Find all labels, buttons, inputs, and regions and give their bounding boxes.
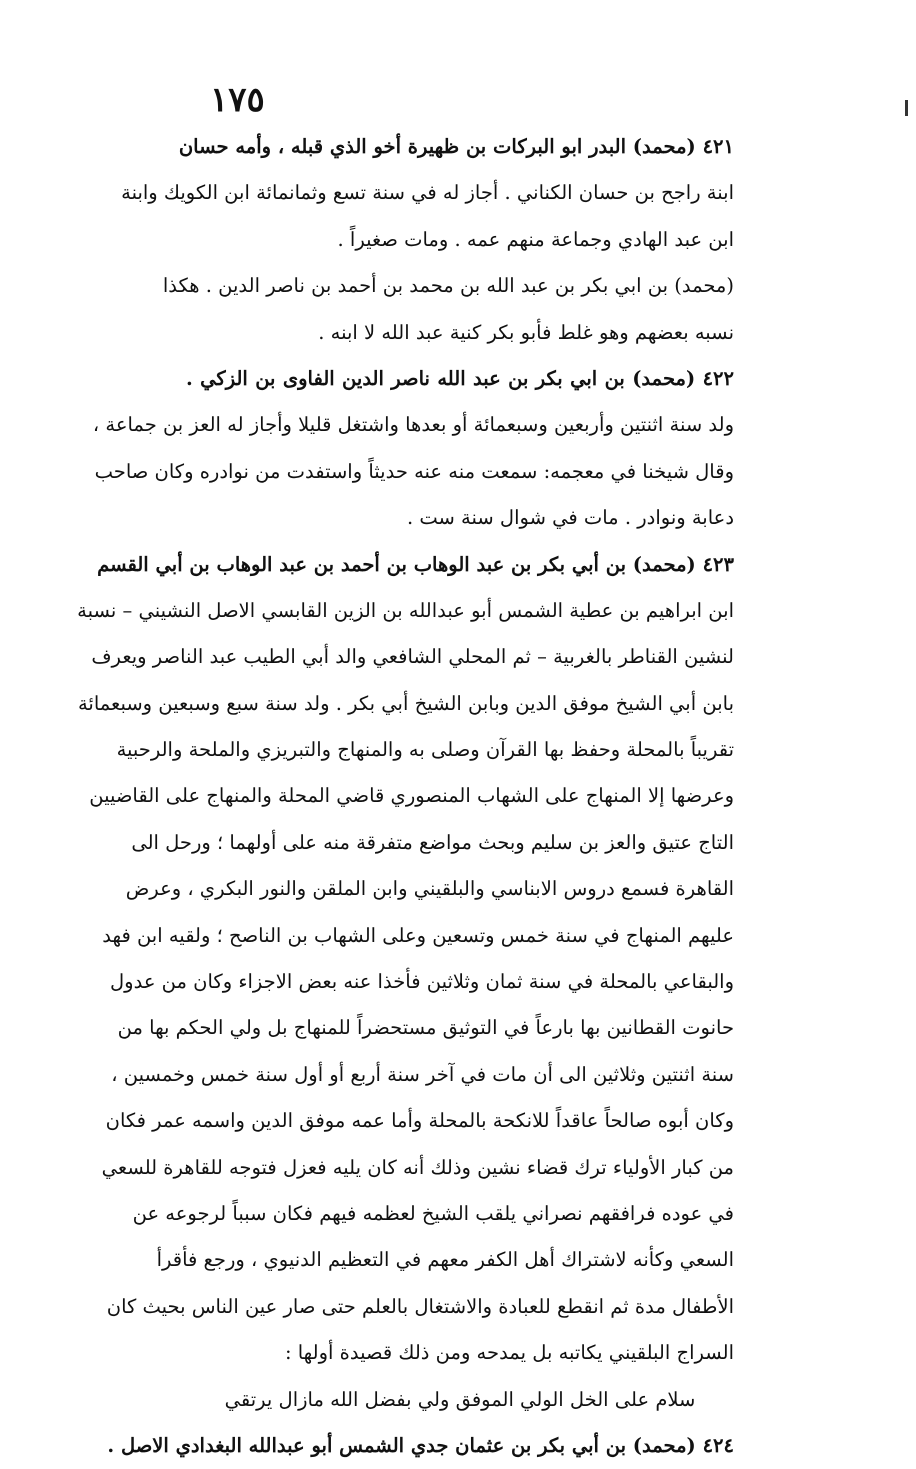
entry-423-line-16: السعي وكأنه لاشتراك أهل الكفر معهم في التعظيم الدنيوي ، ورجع فأقرأ: [156, 1248, 734, 1272]
entry-423-line-18: السراج البلقيني يكاتبه بل يمدحه ومن ذلك قصيدة أولها :: [284, 1341, 734, 1365]
entry-423-line-15: في عوده فرافقهم نصراني يلقب الشيخ لعظمه فيهم فكان سبباً لرجوعه عن: [132, 1201, 734, 1225]
entry-423-line-3: لنشين القناطر بالغربية – ثم المحلي الشافعي والد أبي الطيب عبد الناصر ويعرف: [91, 645, 734, 669]
entry-421-line-3: ابن عبد الهادي وجماعة منهم عمه . ومات صغيراً .: [337, 227, 734, 251]
entry-423-line-12: سنة اثنتين وثلاثين الى أن مات في آخر سنة أربع أو أول سنة خمس وخمسين ،: [111, 1062, 734, 1086]
entry-423-line-4: بابن أبي الشيخ موفق الدين وبابن الشيخ أبي بكر . ولد سنة سبع وسبعين وسبعمائة: [77, 691, 734, 715]
entry-423-line-8: القاهرة فسمع دروس الابناسي والبلقيني وابن الملقن والنور البكري ، وعرض: [125, 877, 734, 901]
entry-424-line-1: ٤٢٤ (محمد) بن أبي بكر بن عثمان جدي الشمس أبو عبدالله البغدادي الاصل .: [107, 1433, 734, 1457]
entry-423-line-5: تقريباً بالمحلة وحفظ بها القرآن وصلى به والمنهاج والتبريزي والملحة والرحبية: [116, 738, 734, 762]
entry-422-line-2: ولد سنة اثنتين وأربعين وسبعمائة أو بعدها واشتغل قليلا وأجاز له العز بن جماعة ،: [92, 413, 734, 437]
entry-423-line-2: ابن ابراهيم بن عطية الشمس أبو عبدالله بن الزين القابسي الاصل النشيني – نسبة: [77, 598, 734, 622]
entry-423-line-9: عليهم المنهاج في سنة خمس وتسعين وعلى الشهاب بن الناصح ؛ ولقيه ابن فهد: [102, 923, 734, 947]
page-number: ١٧٥: [210, 80, 265, 120]
entry-422-line-3: وقال شيخنا في معجمه: سمعت منه عنه حديثاً واستفدت من نوادره وكان صاحب: [94, 459, 734, 483]
entry-421-line-1: ٤٢١ (محمد) البدر ابو البركات بن ظهيرة أخو الذي قبله ، وأمه حسان: [178, 135, 734, 158]
entry-423-line-1: ٤٢٣ (محمد) بن أبي بكر بن عبد الوهاب بن أحمد بن عبد الوهاب بن أبي القسم: [97, 552, 734, 576]
entry-423-line-13: وكان أبوه صالحاً عاقداً للانكحة بالمحلة وأما عمه موفق الدين واسمه عمر فكان: [105, 1109, 734, 1133]
page-body-text: [77, 124, 734, 1469]
margin-mark: [905, 100, 908, 116]
entry-421-line-2: ابنة راجح بن حسان الكناني . أجاز له في سنة تسع وثمانمائة ابن الكويك وابنة: [121, 181, 734, 205]
entry-423-line-7: التاج عتيق والعز بن سليم وبحث مواضع متفرقة منه على أولهما ؛ ورحل الى: [131, 830, 734, 854]
entry-423-line-17: الأطفال مدة ثم انقطع للعبادة والاشتغال بالعلم حتى صار عين الناس بحيث كان: [106, 1294, 734, 1318]
entry-423-line-14: من كبار الأولياء ترك قضاء نشين وذلك أنه كان يليه فعزل فتوجه للقاهرة للسعي: [101, 1155, 734, 1179]
note-line-2: نسبه بعضهم وهو غلط فأبو بكر كنية عبد الله لا ابنه .: [318, 320, 734, 344]
entry-422-line-4: دعابة ونوادر . مات في شوال سنة ست .: [406, 506, 734, 530]
entry-423-line-11: حانوت القطانين بها بارعاً في التوثيق مستحضراً للمنهاج بل ولي الحكم بها من: [117, 1016, 734, 1040]
entry-423-line-6: وعرضها إلا المنهاج على الشهاب المنصوري قاضي المحلة والمنهاج على القاضيين: [89, 784, 734, 808]
entry-422-line-1: ٤٢٢ (محمد) بن ابي بكر بن عبد الله ناصر الدين الفاوى بن الزكي .: [186, 366, 734, 390]
verse-line: سلام على الخل الولي الموفق ولي بفضل الله مازال يرتقي: [224, 1387, 696, 1411]
entry-423-line-10: والبقاعي بالمحلة في سنة ثمان وثلاثين فأخذا عنه بعض الاجزاء وكان من عدول: [110, 970, 734, 994]
note-line-1: (محمد) بن ابي بكر بن عبد الله بن محمد بن أحمد بن ناصر الدين . هكذا: [162, 274, 734, 298]
